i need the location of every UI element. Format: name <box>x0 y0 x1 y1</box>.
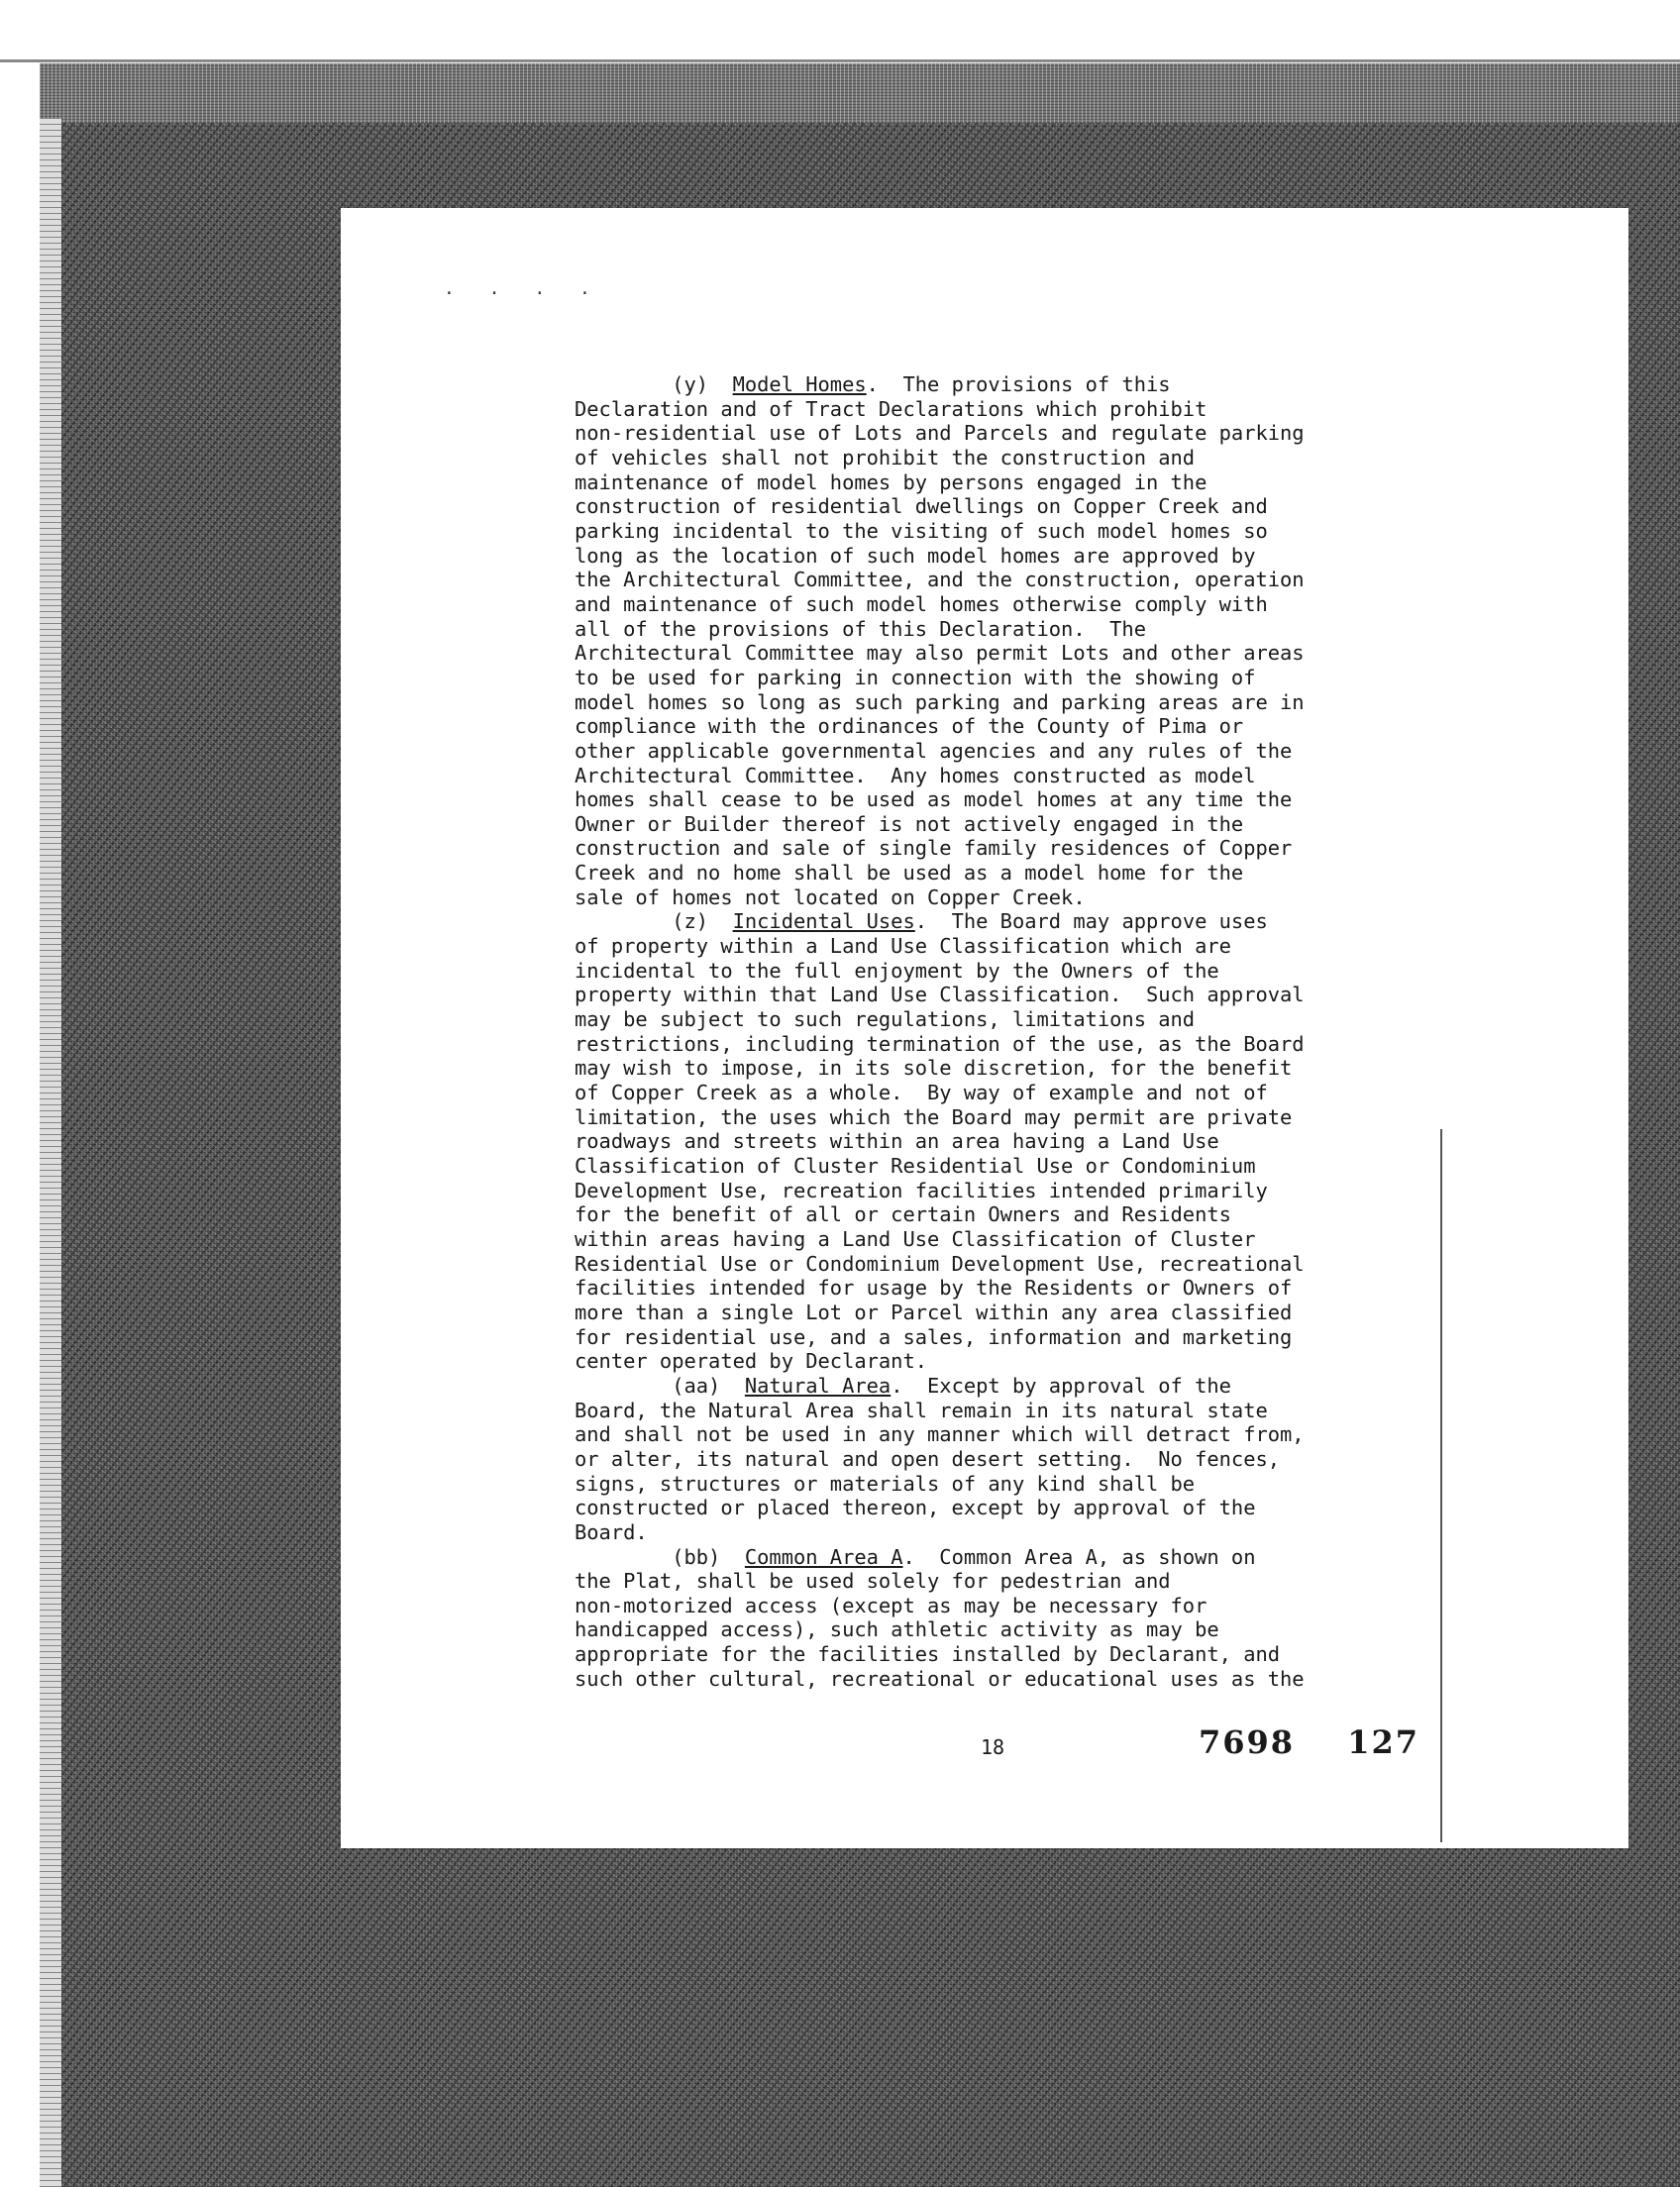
text-line: may wish to impose, in its sole discretion, for the benefit <box>575 1056 1293 1081</box>
page-number: 18 <box>981 1735 1005 1759</box>
section-y <box>575 372 1466 909</box>
text-line: Board, the Natural Area shall remain in its natural state <box>575 1398 1268 1422</box>
text-line: Residential Use or Condominium Development Use, recreational <box>575 1251 1305 1276</box>
text-line: homes shall cease to be used as model homes at any time the <box>575 787 1293 812</box>
text-line: model homes so long as such parking and parking areas are in <box>575 689 1305 714</box>
text-line: may be subject to such regulations, limitations and <box>575 1007 1196 1032</box>
photocopy-left-strip <box>40 119 61 2187</box>
text-line <box>575 372 1466 397</box>
text-line: Owner or Builder thereof is not actively engaged in the <box>575 811 1244 836</box>
text-line: Declaration and of Tract Declarations which prohibit <box>575 396 1208 421</box>
recording-stamp: 7698 127 <box>1199 1723 1419 1761</box>
text-line: appropriate for the facilities installed by Declarant, and <box>575 1642 1281 1667</box>
text-line: long as the location of such model homes are approved by <box>575 543 1256 568</box>
text-line: non-motorized access (except as may be necessary for <box>575 1593 1208 1617</box>
text-line: handicapped access), such athletic activity as may be <box>575 1617 1219 1642</box>
text-line: Creek and no home shall be used as a model home for the <box>575 861 1244 885</box>
text-line: maintenance of model homes by persons engaged in the <box>575 469 1208 494</box>
text-line: limitation, the uses which the Board may permit are private <box>575 1104 1293 1129</box>
text-line: the Architectural Committee, and the construction, operation <box>575 568 1305 592</box>
section-lead-text: . Except by approval of the <box>891 1373 1231 1398</box>
text-line: the Plat, shall be used solely for pedestrian and <box>575 1569 1171 1594</box>
section-label: (z) <box>575 909 733 934</box>
text-line: parking incidental to the visiting of such model homes so <box>575 518 1268 543</box>
text-line: sale of homes not located on Copper Creek. <box>575 885 1086 909</box>
text-line: other applicable governmental agencies and any rules of the <box>575 738 1293 763</box>
text-line <box>575 1545 1466 1570</box>
text-line: Classification of Cluster Residential Use or Condominium <box>575 1154 1256 1178</box>
text-line: of property within a Land Use Classification which are <box>575 934 1231 959</box>
text-line: within areas having a Land Use Classification of Cluster <box>575 1226 1256 1251</box>
text-line: to be used for parking in connection with the showing of <box>575 665 1256 689</box>
text-line: Board. <box>575 1519 648 1544</box>
section-z <box>575 909 1466 1373</box>
section-heading: Model Homes <box>732 372 867 396</box>
text-line: of Copper Creek as a whole. By way of example and not of <box>575 1081 1268 1105</box>
text-line: Development Use, recreation facilities intended primarily <box>575 1178 1268 1202</box>
text-line <box>575 1374 1466 1399</box>
text-line: or alter, its natural and open desert setting. No fences, <box>575 1446 1281 1471</box>
scan-specks: · · · · <box>444 283 602 304</box>
text-line: center operated by Declarant. <box>575 1349 928 1374</box>
text-line: of vehicles shall not prohibit the construction and <box>575 445 1196 469</box>
section-aa <box>575 1374 1466 1545</box>
text-line: Architectural Committee. Any homes constructed as model <box>575 763 1256 787</box>
section-label: (bb) <box>575 1544 745 1569</box>
text-line: signs, structures or materials of any kind shall be <box>575 1471 1196 1496</box>
text-line <box>575 909 1466 934</box>
text-line: roadways and streets within an area having a Land Use <box>575 1129 1219 1154</box>
section-heading: Common Area A <box>744 1544 903 1569</box>
declaration-text <box>575 372 1466 1691</box>
text-line: more than a single Lot or Parcel within any area classified <box>575 1300 1293 1324</box>
text-line: restrictions, including termination of the use, as the Board <box>575 1031 1305 1056</box>
text-line: construction of residential dwellings on Copper Creek and <box>575 494 1268 519</box>
text-line: incidental to the full enjoyment by the Owners of the <box>575 958 1219 983</box>
text-line: Architectural Committee may also permit Lots and other areas <box>575 641 1305 666</box>
section-label: (y) <box>575 372 733 396</box>
text-line: all of the provisions of this Declaration. The <box>575 616 1146 641</box>
text-line: for residential use, and a sales, information and marketing <box>575 1324 1293 1349</box>
section-heading: Natural Area <box>744 1373 892 1398</box>
section-heading: Incidental Uses <box>732 909 915 934</box>
text-line: construction and sale of single family residences of Copper <box>575 836 1293 861</box>
section-bb <box>575 1545 1466 1692</box>
text-line: such other cultural, recreational or educational uses as the <box>575 1666 1305 1691</box>
text-line: facilities intended for usage by the Residents or Owners of <box>575 1276 1293 1301</box>
scan-edge-line <box>0 59 1680 62</box>
section-lead-text: . The provisions of this <box>866 372 1171 396</box>
section-label: (aa) <box>575 1373 745 1398</box>
section-lead-text: . Common Area A, as shown on <box>902 1544 1256 1569</box>
text-line: property within that Land Use Classification. Such approval <box>575 983 1305 1007</box>
text-line: for the benefit of all or certain Owners and Residents <box>575 1202 1231 1227</box>
text-line: compliance with the ordinances of the County of Pima or <box>575 714 1244 739</box>
photocopy-top-strip <box>40 63 1680 123</box>
text-line: and shall not be used in any manner which will detract from, <box>575 1422 1305 1447</box>
text-line: and maintenance of such model homes otherwise comply with <box>575 591 1268 616</box>
text-line: non-residential use of Lots and Parcels and regulate parking <box>575 421 1305 446</box>
text-line: constructed or placed thereon, except by approval of the <box>575 1496 1256 1520</box>
section-lead-text: . The Board may approve uses <box>914 909 1268 934</box>
